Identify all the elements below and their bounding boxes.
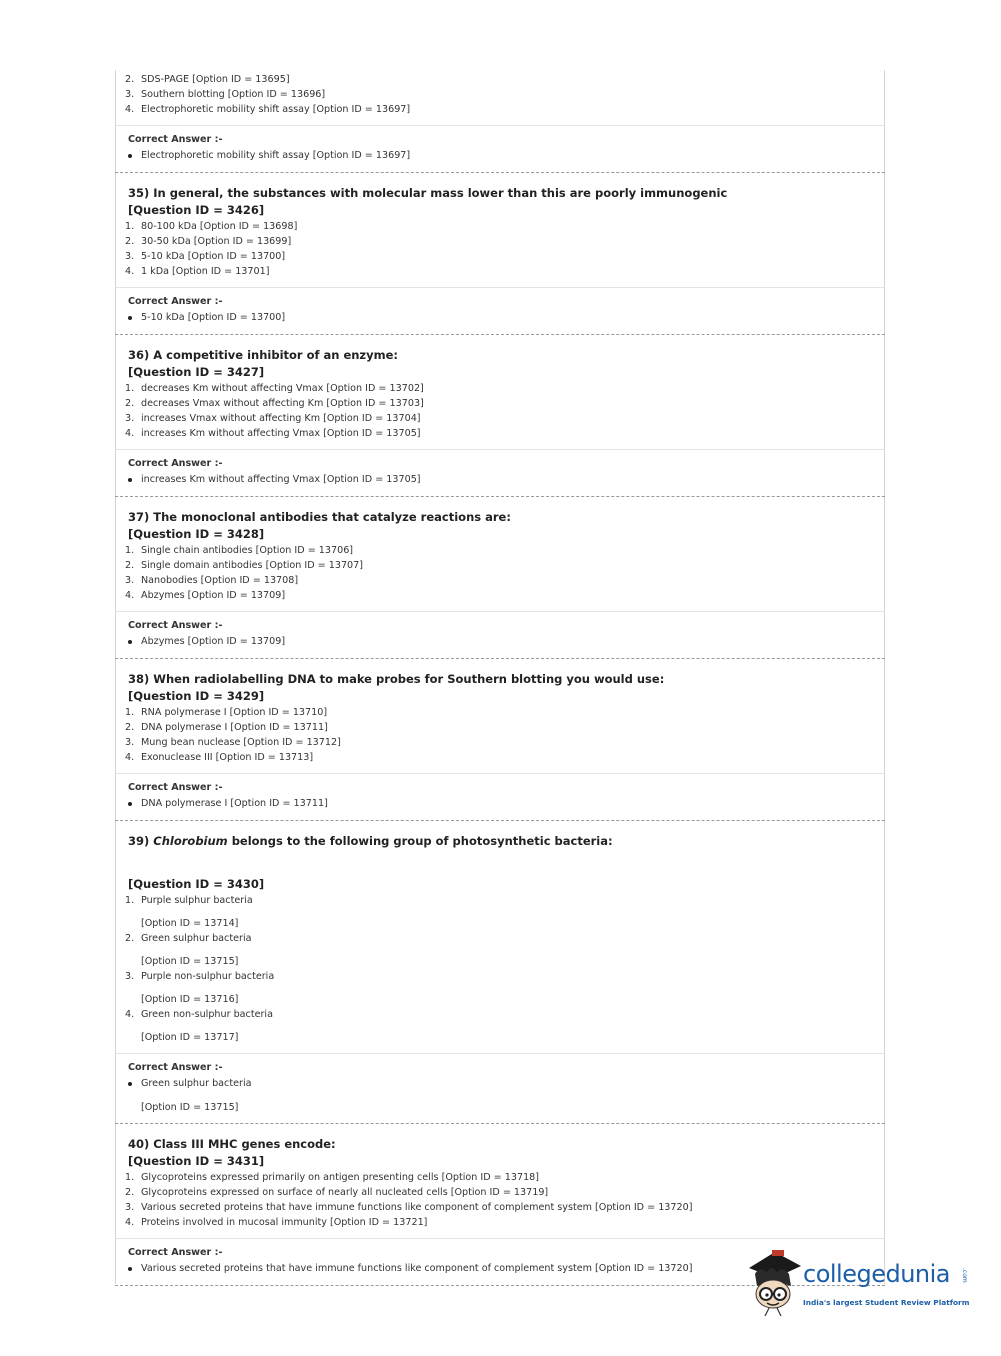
- collegedunia-logo[interactable]: [745, 1248, 975, 1318]
- option-item: 4. Green non-sulphur bacteria: [125, 1009, 273, 1020]
- option-item: 3. 5-10 kDa [Option ID = 13700]: [125, 251, 286, 262]
- option-item: 3. Purple non-sulphur bacteria: [125, 971, 275, 982]
- question-34-options: [115, 70, 885, 126]
- question-id: [Question ID = 3431]: [128, 1154, 265, 1168]
- logo-suffix: .com: [961, 1268, 968, 1283]
- correct-answer-label: Correct Answer :-: [128, 134, 223, 145]
- question-title: 38) When radiolabelling DNA to make probes for Southern blotting you would use:: [128, 672, 665, 686]
- option-id: [Option ID = 13716]: [141, 994, 239, 1005]
- question-37-answer: [115, 612, 885, 659]
- option-item: 2. Single domain antibodies [Option ID = 13707]: [125, 560, 364, 571]
- correct-answer-label: Correct Answer :-: [128, 458, 223, 469]
- question-title: 36) A competitive inhibitor of an enzyme:: [128, 348, 398, 362]
- question-35: [115, 173, 885, 288]
- question-36-answer: [115, 450, 885, 497]
- option-item: 1. Glycoproteins expressed primarily on antigen presenting cells [Option ID = 13718]: [125, 1172, 540, 1183]
- option-item: 2. Glycoproteins expressed on surface of nearly all nucleated cells [Option ID = 13719]: [125, 1187, 549, 1198]
- option-item: 4. Exonuclease III [Option ID = 13713]: [125, 752, 314, 763]
- question-40: [115, 1124, 885, 1239]
- question-title: 40) Class III MHC genes encode:: [128, 1137, 336, 1151]
- option-id: [Option ID = 13715]: [141, 1102, 239, 1113]
- question-37: [115, 497, 885, 612]
- correct-answer-label: Correct Answer :-: [128, 1062, 223, 1073]
- question-id: [Question ID = 3426]: [128, 203, 265, 217]
- correct-answer-label: Correct Answer :-: [128, 782, 223, 793]
- question-title: 37) The monoclonal antibodies that catalyze reactions are:: [128, 510, 511, 524]
- correct-answer-label: Correct Answer :-: [128, 296, 223, 307]
- logo-tagline: India's largest Student Review Platform: [803, 1298, 970, 1307]
- question-39-answer: [115, 1054, 885, 1124]
- question-35-answer: [115, 288, 885, 335]
- option-item: 2. DNA polymerase I [Option ID = 13711]: [125, 722, 328, 733]
- correct-answer-value: increases Km without affecting Vmax [Option ID = 13705]: [115, 472, 885, 488]
- correct-answer-value: 5-10 kDa [Option ID = 13700]: [115, 310, 885, 326]
- mascot-icon: [745, 1248, 805, 1318]
- option-item: 2. Green sulphur bacteria: [125, 933, 252, 944]
- correct-answer-value: DNA polymerase I [Option ID = 13711]: [115, 796, 885, 812]
- option-item: 2. 30-50 kDa [Option ID = 13699]: [125, 236, 292, 247]
- question-id: [Question ID = 3428]: [128, 527, 265, 541]
- question-38: [115, 659, 885, 774]
- option-item: 1. decreases Km without affecting Vmax [Option ID = 13702]: [125, 383, 424, 394]
- option-id: [Option ID = 13717]: [141, 1032, 239, 1043]
- question-38-answer: [115, 774, 885, 821]
- option-item: 1. RNA polymerase I [Option ID = 13710]: [125, 707, 328, 718]
- correct-answer-label: Correct Answer :-: [128, 620, 223, 631]
- question-id: [Question ID = 3427]: [128, 365, 265, 379]
- correct-answer-value: Various secreted proteins that have immune functions like component of complement system [Option ID = 13720]: [115, 1261, 885, 1277]
- option-item: 3. Mung bean nuclease [Option ID = 13712]: [125, 737, 341, 748]
- option-item: 1. Purple sulphur bacteria: [125, 895, 253, 906]
- question-34-answer: [115, 126, 885, 173]
- option-item: 3. increases Vmax without affecting Km [Option ID = 13704]: [125, 413, 421, 424]
- option-item: 4. Proteins involved in mucosal immunity [Option ID = 13721]: [125, 1217, 428, 1228]
- option-item: 1. 80-100 kDa [Option ID = 13698]: [125, 221, 298, 232]
- correct-answer-value: Green sulphur bacteria: [115, 1076, 885, 1092]
- option-item: 4. Abzymes [Option ID = 13709]: [125, 590, 286, 601]
- option-item: 2. SDS-PAGE [Option ID = 13695]: [125, 74, 290, 85]
- question-id: [Question ID = 3430]: [128, 877, 265, 891]
- option-item: 4. 1 kDa [Option ID = 13701]: [125, 266, 270, 277]
- question-36: [115, 335, 885, 450]
- logo-wordmark: collegedunia: [803, 1260, 951, 1288]
- question-paper: [115, 70, 885, 1286]
- option-id: [Option ID = 13714]: [141, 918, 239, 929]
- option-item: 4. Electrophoretic mobility shift assay [Option ID = 13697]: [125, 104, 411, 115]
- option-item: 1. Single chain antibodies [Option ID = 13706]: [125, 545, 354, 556]
- option-item: 3. Various secreted proteins that have immune functions like component of complement system [Option ID = 13720]: [125, 1202, 693, 1213]
- question-title: 35) In general, the substances with molecular mass lower than this are poorly immunogenic: [128, 186, 728, 200]
- correct-answer-value: Electrophoretic mobility shift assay [Option ID = 13697]: [115, 148, 885, 164]
- correct-answer-label: Correct Answer :-: [128, 1247, 223, 1258]
- question-39: [115, 821, 885, 1054]
- option-item: 2. decreases Vmax without affecting Km [Option ID = 13703]: [125, 398, 424, 409]
- question-id: [Question ID = 3429]: [128, 689, 265, 703]
- option-item: 3. Nanobodies [Option ID = 13708]: [125, 575, 299, 586]
- option-id: [Option ID = 13715]: [141, 956, 239, 967]
- question-title: 39) Chlorobium belongs to the following group of photosynthetic bacteria:: [128, 834, 613, 848]
- option-item: 3. Southern blotting [Option ID = 13696]: [125, 89, 326, 100]
- option-item: 4. increases Km without affecting Vmax [Option ID = 13705]: [125, 428, 421, 439]
- correct-answer-value: Abzymes [Option ID = 13709]: [115, 634, 885, 650]
